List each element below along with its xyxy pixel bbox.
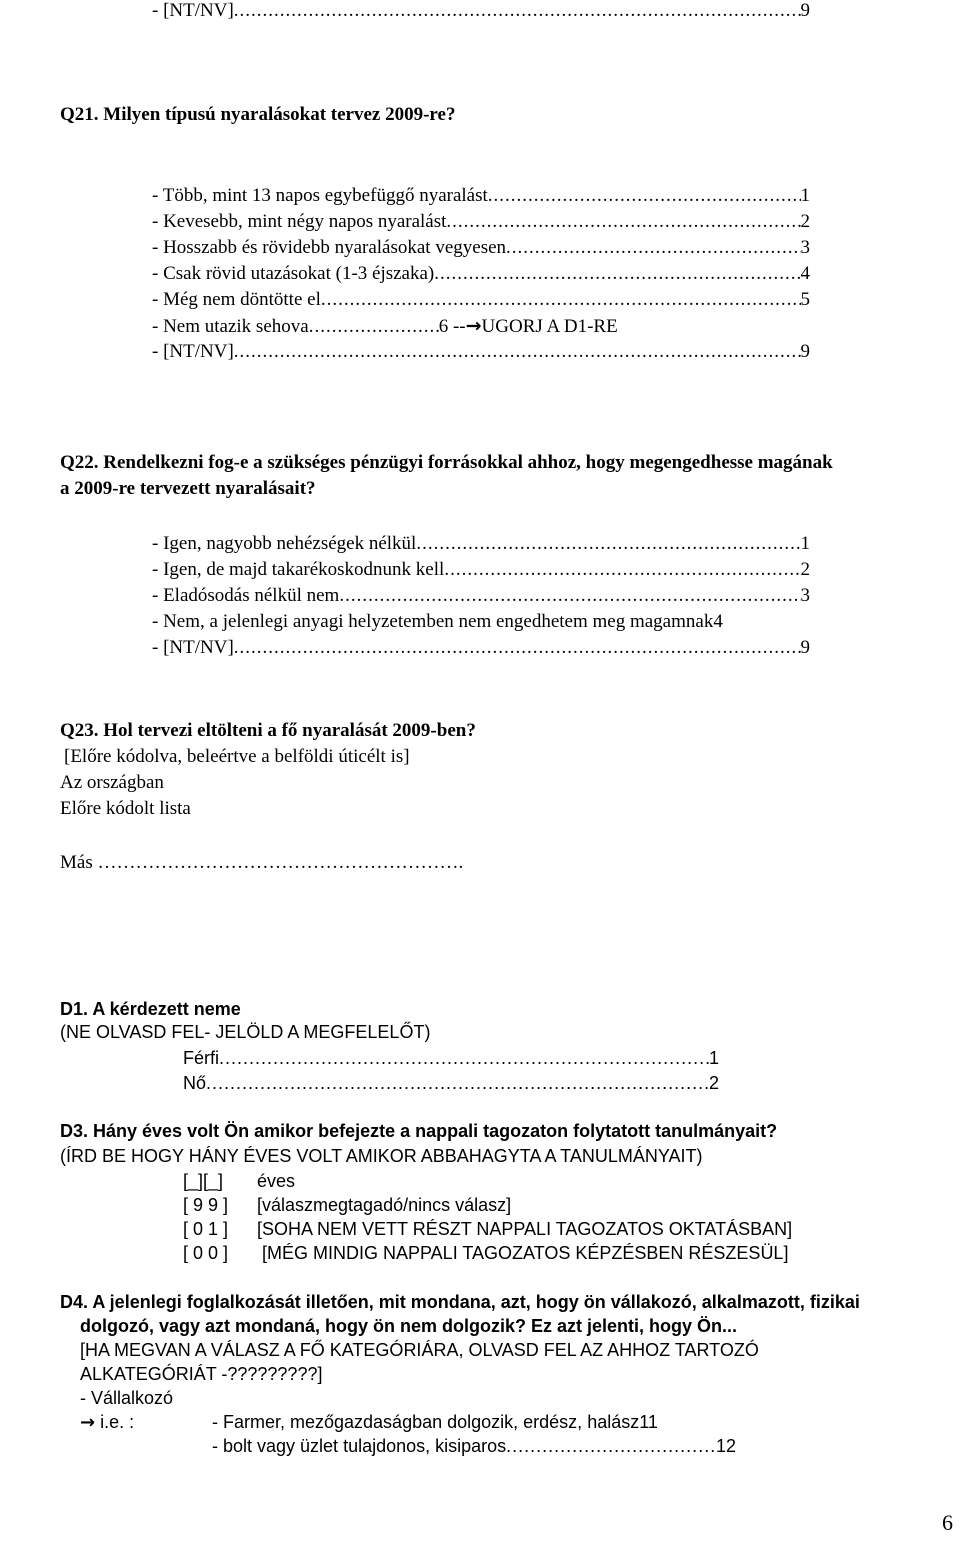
list-item: - Nem utazik sehova ..... 6 -- → UGORJ A D1-RE: [152, 315, 812, 338]
question-title-d1: D1. A kérdezett neme: [60, 999, 241, 1019]
list-item: [ 9 9 ] [válaszmegtagadó/nincs válasz]: [183, 1195, 512, 1215]
list-item: [152, 0, 810, 22]
question-title-q22-cont: a 2009-re tervezett nyaralásait?: [60, 478, 316, 499]
text-line: Az országban: [60, 772, 164, 793]
list-item: Nő ..... 2: [183, 1072, 719, 1094]
list-item: - Több, mint 13 napos egybefüggő nyaralást ..... 1: [152, 185, 810, 207]
question-note: [Előre kódolva, beleértve a belföldi úticélt is]: [64, 746, 410, 767]
arrow-right-icon: →: [465, 315, 482, 337]
page-number: 6: [942, 1510, 953, 1535]
list-item: - Farmer, mezőgazdaságban dolgozik, erdész, halász11: [212, 1412, 658, 1432]
question-title-q23: Q23. Hol tervezi eltölteni a fő nyaralását 2009-ben?: [60, 720, 476, 741]
other-field: Más ………………………………………………….: [60, 852, 464, 873]
option-code: 9: [800, 0, 810, 21]
option-label: - [NT/NV]: [152, 0, 234, 21]
list-item: [ 0 1 ] [SOHA NEM VETT RÉSZT NAPPALI TAGOZATOS OKTATÁSBAN]: [183, 1219, 793, 1239]
list-item: - [NT/NV] ..... 9: [152, 637, 810, 659]
list-item: - Eladósodás nélkül nem ..... 3: [152, 585, 810, 607]
question-title-d4: D4. A jelenlegi foglalkozását illetően, mit mondana, azt, hogy ön vállakozó, alkalmazott, fizikai: [60, 1292, 860, 1312]
question-title-d3: D3. Hány éves volt Ön amikor befejezte a nappali tagozaton folytatott tanulmányait?: [60, 1121, 778, 1141]
list-item: - Nem, a jelenlegi anyagi helyzetemben nem engedhetem meg magamnak4: [152, 611, 723, 632]
list-item: [_][_] éves: [183, 1171, 296, 1191]
list-item: Férfi ..... 1: [183, 1047, 719, 1069]
list-item: - Igen, nagyobb nehézségek nélkül ..... 1: [152, 533, 810, 555]
text-line: Előre kódolt lista: [60, 798, 191, 819]
list-item: - Csak rövid utazásokat (1-3 éjszaka) ..... 4: [152, 263, 810, 285]
question-title-d4-cont: dolgozó, vagy azt mondaná, hogy ön nem dolgozik? Ez azt jelenti, hogy Ön...: [80, 1316, 738, 1336]
category-label: - Vállalkozó: [80, 1388, 174, 1408]
list-item: - [NT/NV] ..... 9: [152, 341, 810, 363]
ie-label: → i.e. :: [80, 1412, 135, 1433]
question-instruction: (ÍRD BE HOGY HÁNY ÉVES VOLT AMIKOR ABBAHAGYTA A TANULMÁNYAIT): [60, 1146, 703, 1166]
list-item: - bolt vagy üzlet tulajdonos, kisiparos ..... 12: [212, 1435, 736, 1457]
question-instruction-cont: ALKATEGÓRIÁT -?????????]: [80, 1364, 323, 1384]
question-title-q22: Q22. Rendelkezni fog-e a szükséges pénzügyi forrásokkal ahhoz, hogy megengedhesse magának: [60, 452, 833, 473]
list-item: - Igen, de majd takarékoskodnunk kell ..... 2: [152, 559, 810, 581]
list-item: - Hosszabb és rövidebb nyaralásokat vegyesen ..... 3: [152, 237, 810, 259]
list-item: [ 0 0 ] [MÉG MINDIG NAPPALI TAGOZATOS KÉPZÉSBEN RÉSZESÜL]: [183, 1243, 789, 1263]
question-title-q21: Q21. Milyen típusú nyaralásokat tervez 2009-re?: [60, 104, 456, 125]
question-instruction: (NE OLVASD FEL- JELÖLD A MEGFELELŐT): [60, 1022, 431, 1042]
question-instruction: [HA MEGVAN A VÁLASZ A FŐ KATEGÓRIÁRA, OLVASD FEL AZ AHHOZ TARTOZÓ: [80, 1340, 759, 1360]
arrow-right-icon: →: [80, 1412, 96, 1433]
list-item: - Kevesebb, mint négy napos nyaralást ..... 2: [152, 211, 810, 233]
list-item: - Még nem döntötte el ..... 5: [152, 289, 810, 311]
